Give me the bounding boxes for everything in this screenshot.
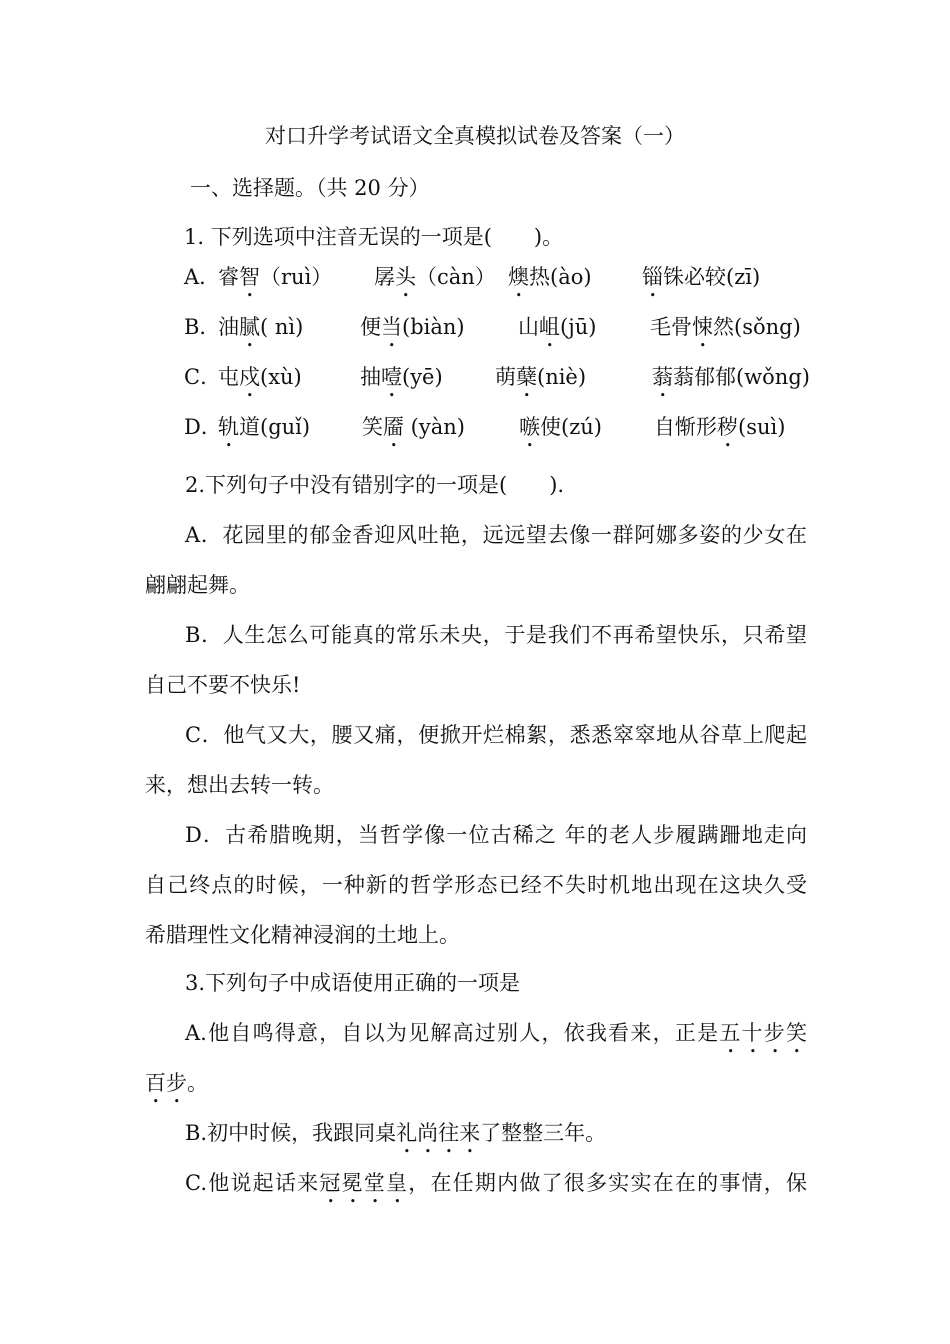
option-text: 使(zú) <box>540 415 602 439</box>
option-text: 自惭形 <box>654 415 717 439</box>
question-2-option-a-line1: A．花园里的郁金香迎风吐艳，远远望去像一群阿娜多姿的少女在 <box>185 523 807 547</box>
option-text: 笑 <box>362 415 383 439</box>
question-3-option-a-text: A.他自鸣得意，自以为见解高过别人，依我看来，正是 <box>185 1021 720 1045</box>
dotted-character: 智 <box>239 265 260 289</box>
question-2-option-d-line1: D．古希腊晚期，当哲学像一位古稀之 年的老人步履蹒跚地走向 <box>185 823 807 847</box>
option-text: 萌 <box>495 365 516 389</box>
dotted-character: 戍 <box>239 365 260 389</box>
option-text: 蓊郁郁(wǒng) <box>673 365 810 389</box>
question-1-option-label: D． <box>184 415 222 439</box>
question-3-stem: 3.下列句子中成语使用正确的一项是 <box>185 971 521 995</box>
option-text: (niè) <box>537 365 587 389</box>
question-2-option-b-line2: 自己不要不快乐! <box>145 673 301 697</box>
question-1-option-item <box>362 412 465 452</box>
question-1-option-item <box>519 412 602 452</box>
question-3-option-a-line2 <box>145 1058 807 1108</box>
option-text: 油 <box>218 315 239 339</box>
dotted-character: 蓊 <box>652 365 673 389</box>
dotted-character: 轨 <box>218 415 239 439</box>
option-text: (yàn) <box>404 415 465 439</box>
question-2-option-b-line1: B．人生怎么可能真的常乐未央，于是我们不再希望快乐，只希望 <box>185 623 807 647</box>
question-3 <box>145 958 807 1208</box>
question-1-option-item <box>518 312 596 352</box>
question-3-option-b-idiom: 礼尚往来 <box>396 1121 481 1145</box>
question-3-option-b-end: 了整整三年。 <box>480 1121 607 1145</box>
dotted-character: 岨 <box>539 315 560 339</box>
option-text: 抽 <box>360 365 381 389</box>
option-text: 睿 <box>218 265 239 289</box>
question-1-option-item <box>650 312 801 352</box>
question-1-option-item <box>218 412 310 452</box>
section-heading: 一、选择题。（共 20 分） <box>190 176 430 200</box>
question-3-option-b <box>145 1108 807 1158</box>
dotted-character: 靥 <box>383 415 404 439</box>
option-text: (jū) <box>560 315 597 339</box>
option-text: （càn） <box>416 265 496 289</box>
option-text: 铢必较(zī) <box>663 265 761 289</box>
question-2-option-d-line3: 希腊理性文化精神浸润的土地上。 <box>145 923 460 947</box>
question-1-option-item <box>508 262 592 302</box>
question-3-option-c-end: ，在任期内做了很多实实在在的事情，保 <box>408 1171 807 1195</box>
option-text: 道(guǐ) <box>239 415 311 439</box>
question-3-option-a-idiom: 五十步笑 <box>719 1021 807 1045</box>
option-text: 屯 <box>218 365 239 389</box>
question-1-option-item <box>495 362 586 402</box>
document-title: 对口升学考试语文全真模拟试卷及答案（一） <box>265 124 685 148</box>
question-3-option-c-text: C.他说起话来 <box>185 1171 320 1195</box>
option-text: 便 <box>360 315 381 339</box>
option-text: (biàn) <box>402 315 465 339</box>
question-1-option-label: B． <box>184 315 221 339</box>
question-2 <box>145 460 807 960</box>
question-1-option-item <box>218 262 332 302</box>
dotted-character: 当 <box>381 315 402 339</box>
dotted-character: 噎 <box>381 365 402 389</box>
dotted-character: 嗾 <box>519 415 540 439</box>
option-text: 毛骨 <box>650 315 692 339</box>
option-text: 热(ào) <box>529 265 592 289</box>
question-1-option-item <box>360 312 465 352</box>
question-1-option-item <box>218 312 303 352</box>
dotted-character: 锱 <box>642 265 663 289</box>
question-3-option-c <box>145 1158 807 1208</box>
question-2-option-a-line2: 翩翩起舞。 <box>145 573 250 597</box>
dotted-character: 悚 <box>692 315 713 339</box>
question-3-option-a-idiom-end: 百步 <box>145 1071 187 1095</box>
dotted-character: 腻 <box>239 315 260 339</box>
question-1-option-item <box>218 362 302 402</box>
question-1-option-item <box>360 362 443 402</box>
question-3-option-c-idiom: 冠冕堂皇 <box>319 1171 409 1195</box>
question-1-option-label: C． <box>184 365 222 389</box>
option-text: 然(sǒng) <box>713 315 801 339</box>
question-1-option-item <box>652 362 810 402</box>
option-text: 山 <box>518 315 539 339</box>
dotted-character: 头 <box>395 265 416 289</box>
question-2-option-c-line1: C．他气又大，腰又痛，便掀开烂棉絮，悉悉窣窣地从谷草上爬起 <box>185 723 807 747</box>
question-1-option-item <box>374 262 496 302</box>
question-2-option-d-line2: 自己终点的时候，一种新的哲学形态已经不失时机地出现在这块久受 <box>145 873 807 897</box>
question-2-option-c-line2: 来，想出去转一转。 <box>145 773 334 797</box>
question-3-option-b-text: B.初中时候，我跟同桌 <box>185 1121 397 1145</box>
question-3-option-a-end: 。 <box>187 1071 208 1095</box>
option-text: (suì) <box>738 415 786 439</box>
question-3-option-a-line1 <box>145 1008 807 1058</box>
question-1-option-label: A． <box>184 265 221 289</box>
option-text: 孱 <box>374 265 395 289</box>
question-1-stem: 1. 下列选项中注音无误的一项是( )。 <box>184 225 564 249</box>
dotted-character: 秽 <box>717 415 738 439</box>
dotted-character: 燠 <box>508 265 529 289</box>
dotted-character: 蘖 <box>516 365 537 389</box>
question-1-option-item <box>642 262 760 302</box>
question-1-option-item <box>654 412 785 452</box>
option-text: (xù) <box>260 365 302 389</box>
option-text: ( nì) <box>260 315 304 339</box>
option-text: （ruì） <box>260 265 333 289</box>
question-2-stem: 2.下列句子中没有错别字的一项是( ). <box>185 473 565 497</box>
option-text: (yē) <box>402 365 443 389</box>
